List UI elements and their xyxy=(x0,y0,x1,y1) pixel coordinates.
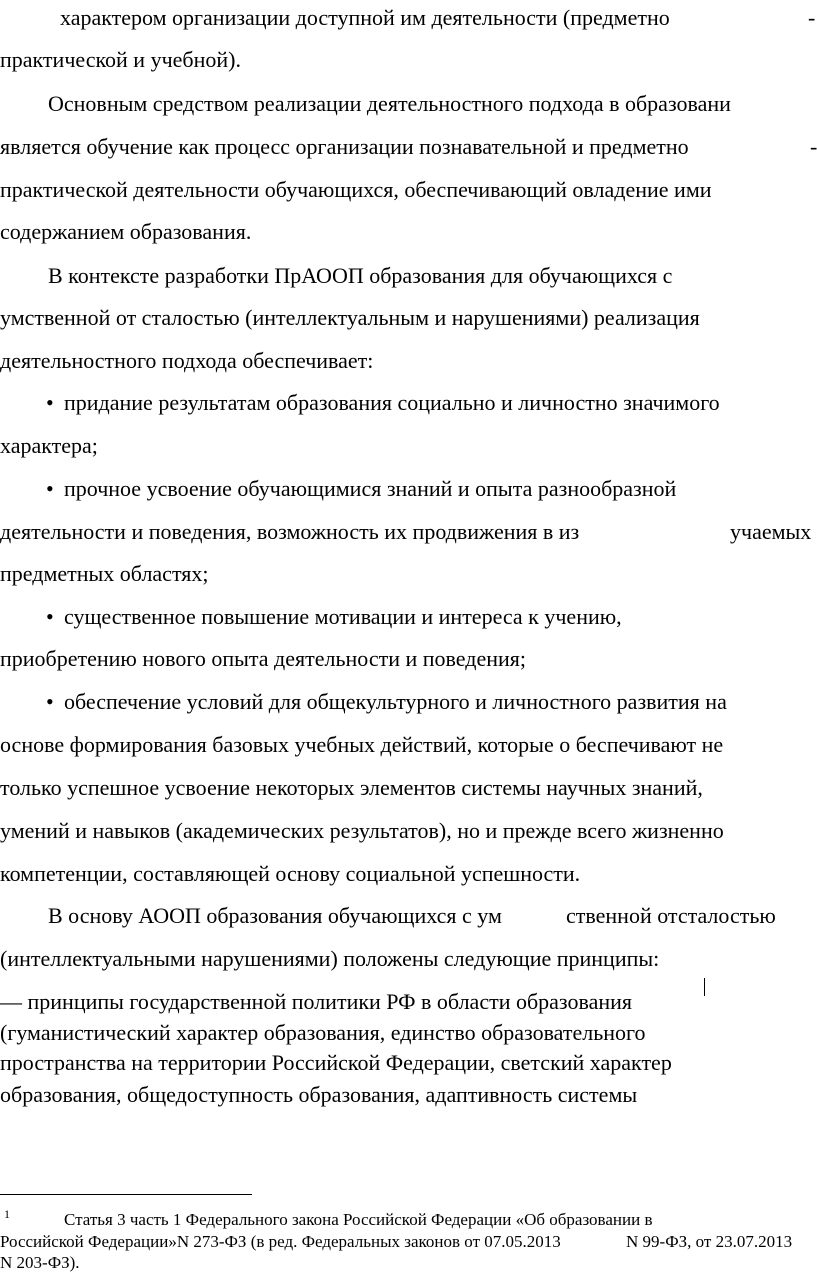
bullet-icon: • xyxy=(46,390,54,415)
bullet-icon: • xyxy=(46,476,54,501)
document-page: характером организации доступной им деятельности (предметно - практической и учебной). Основным средством реализации деятельностного подхода в образовани является обучение как процесс организации познавательной и предметно - практической деятельности обучающихся, обеспечивающий овладение ими содержанием образования. В контексте разработки ПрАООП образования для обучающихся с умственной от сталостью (интеллектуальным и нарушениями) реализация деятельностного подхода обеспечивает: • придание результатам образования социально и личностно значимого характера; • прочное усвоение обучающимися знаний и опыта разнообразной деятельности и поведения, возможность их продвижения в из учаемых предметных областях; • существенное повышение мотивации и интереса к учению, приобретению нового опыта деятельности и поведения; • обеспечение условий для общекультурного и личностного развития на основе формирования базовых учебных действий, которые о беспечивают не только успешное усвоение некоторых элементов системы научных знаний, умений и навыков (академических результатов), но и прежде всего жизненно компетенции, составляющей основу социальной успешности. В основу АООП образования обучающихся с ум ственной отсталостью (интеллектуальными нарушениями) положены следующие принципы: — принципы государственной политики РФ в области образования (гуманистический характер образования, единство образовательного пространства на территории Российской Федерации, светский характер образования, общедоступность образования, адаптивность системы 1 Статья 3 часть 1 Федерального закона Российской Федерации «Об образовании в Российской Федерации»N 273-ФЗ (в ред. Федеральных законов от 07.05.2013 N 99-ФЗ, от 23.07.2013 N 203-ФЗ). xyxy=(0,5,817,1272)
footnote-reference-mark xyxy=(704,978,705,996)
bullet-icon: • xyxy=(46,689,54,714)
footnote-number: 1 xyxy=(4,1207,10,1221)
footnote-separator xyxy=(0,1194,252,1195)
bullet-icon: • xyxy=(46,604,54,629)
